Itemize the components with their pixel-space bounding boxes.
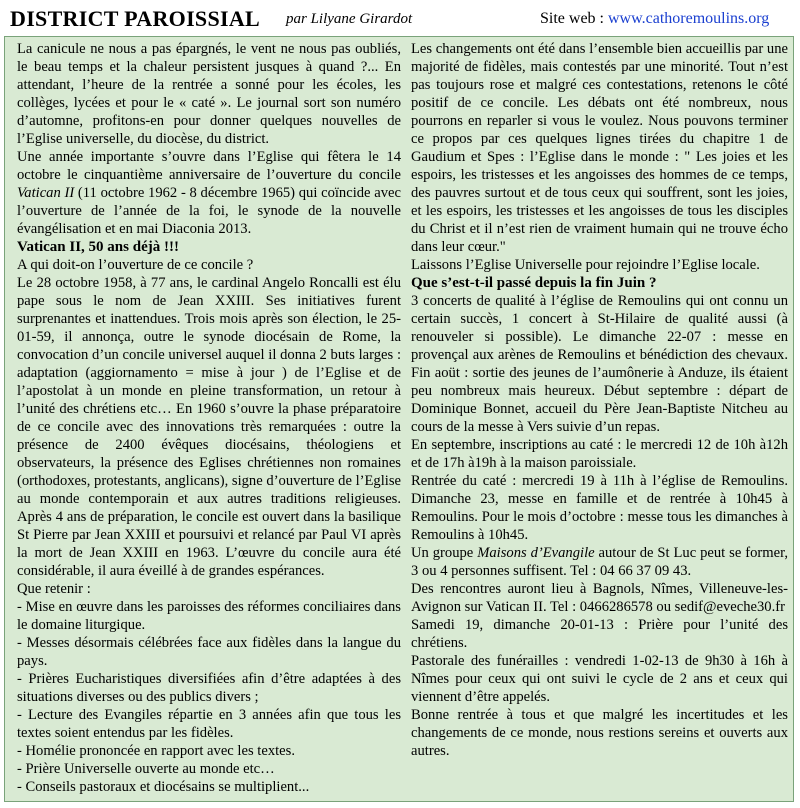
- gospel-houses-italic: Maisons d’Evangile: [477, 545, 595, 561]
- author-byline: par Lilyane Girardot: [286, 11, 413, 27]
- catechism-restart: Rentrée du caté : mercredi 19 à 11h à l’église de Remoulins. Dimanche 23, messe en famille et de rentrée à 10h45 à Remoulins. Pour le mois d’octobre : messe tous les dimanches à Remoulins à 10h45.: [411, 473, 788, 543]
- retain-label: Que retenir :: [17, 581, 91, 597]
- gospel-houses-paragraph: [411, 544, 788, 580]
- meetings-paragraph: Des rencontres auront lieu à Bagnols, Nîmes, Villeneuve-les-Avignon sur Vatican II. Tel : 0466286578 ou sedif@eveche30.fr: [411, 581, 788, 615]
- gospel-houses-text-1: Un groupe: [411, 545, 478, 561]
- question-line: A qui doit-on l’ouverture de ce concile ?: [17, 257, 254, 273]
- since-june-heading: Que s’est-t-il passé depuis la fin Juin ?: [411, 275, 657, 291]
- anniversary-text-italic: Vatican II: [17, 185, 75, 201]
- page-header: [0, 0, 800, 36]
- list-item: - Homélie prononcée en rapport avec les textes.: [17, 743, 295, 759]
- article-box: [4, 36, 794, 802]
- list-item: - Mise en œuvre dans les paroisses des réformes conciliaires dans le domaine liturgique.: [17, 599, 401, 633]
- closing-paragraph: Bonne rentrée à tous et que malgré les incertitudes et les changements de ce monde, nous restions sereins et ouverts aux autres.: [411, 707, 788, 759]
- changes-paragraph: Les changements ont été dans l’ensemble bien accueillis par une majorité de fidèles, mais contestés par une minorité. Tout n’est pas toujours rose et malgré ces contestations, retenons le côté positif de ce concile. Les débats ont été nombreux, nous pourrons en reparler si vous le voulez. Nous pouvons terminer ce propos par ces quelques lignes tirées du chapitre 1 de Gaudium et Spes : l’Eglise dans le monde : " Les joies et les espoirs, les tristesses et les angoisses des hommes de ce temps, des pauvres surtout et de tous ceux qui souffrent, sont les joies, et les espoirs, les tristesses et les angoisses de tous les disciples du Christ et il n’est rien de vraiment humain qui ne trouve écho dans leur cœur.": [411, 41, 788, 255]
- local-church-line: Laissons l’Eglise Universelle pour rejoindre l’Eglise locale.: [411, 257, 760, 273]
- list-item: - Prière Universelle ouverte au monde etc…: [17, 761, 275, 777]
- section-title: DISTRICT PAROISSIAL: [10, 6, 261, 31]
- vatican-heading: Vatican II, 50 ans déjà !!!: [17, 239, 179, 255]
- left-column: [17, 40, 401, 796]
- list-item: - Conseils pastoraux et diocésains se multiplient...: [17, 779, 310, 795]
- website-line: [540, 10, 769, 28]
- funeral-pastoral-paragraph: Pastorale des funérailles : vendredi 1-02-13 de 9h30 à 16h à Nîmes pour ceux qui ont suivi le cycle de 2 ans et ceux qui viennent d’être appelés.: [411, 653, 788, 705]
- anniversary-text-2: (11 octobre 1962 - 8 décembre 1965) qui coïncide avec l’ouverture de l’année de la foi, le synode de la nouvelle évangélisation et en mai Diaconia 2013.: [17, 185, 401, 237]
- list-item: - Lecture des Evangiles répartie en 3 années afin que tous les textes soient entendus par les fidèles.: [17, 707, 401, 741]
- unity-prayer-paragraph: Samedi 19, dimanche 20-01-13 : Prière pour l’unité des chrétiens.: [411, 617, 788, 651]
- list-item: - Prières Eucharistiques diversifiées afin d’être adaptées à des situations diverses ou des publics divers ;: [17, 671, 401, 705]
- anniversary-paragraph: [17, 148, 401, 238]
- list-item: - Messes désormais célébrées face aux fidèles dans la langue du pays.: [17, 635, 401, 669]
- website-link[interactable]: www.cathoremoulins.org: [608, 10, 770, 27]
- intro-paragraph: La canicule ne nous a pas épargnés, le vent ne nous pas oubliés, le beau temps et la chaleur persistent jusques à quand ?... En attendant, l’heure de la rentrée a sonné pour les écoles, les collèges, lycées et pour le « caté ». Le journal sort son numéro d’automne, profitons-en pour donner quelques nouvelles de l’Eglise universelle, du diocèse, du district.: [17, 41, 401, 147]
- gospel-houses-text-2: autour de St Luc peut se former, 3 ou 4 personnes suffisent. Tel : 04 66 37 09 43.: [411, 545, 788, 579]
- right-column: [411, 40, 788, 760]
- anniversary-text-1: Une année importante s’ouvre dans l’Eglise qui fêtera le 14 octobre le cinquantième anniversaire de l’ouverture du concile: [17, 149, 401, 183]
- events-paragraph: 3 concerts de qualité à l’église de Remoulins qui ont connu un certain succès, 1 concert à St-Hilaire de qualité aussi (à renouveler si possible). Le dimanche 22-07 : messe en provençal aux arènes de Remoulins et bénédiction des chevaux. Fin aoüt : sortie des jeunes de l’aumônerie à Anduze, ils étaient peu nombreux mais heureux. Début septembre : départ de Dominique Bonnet, accueil du Père Jean-Baptiste Nitcheu au cours de la messe à Vers suivie d’un repas.: [411, 293, 788, 435]
- website-label: Site web :: [540, 10, 604, 27]
- catechism-registration: En septembre, inscriptions au caté : le mercredi 12 de 10h à12h et de 17h à19h à la maison paroissiale.: [411, 437, 788, 471]
- history-paragraph: Le 28 octobre 1958, à 77 ans, le cardinal Angelo Roncalli est élu pape sous le nom de Jean XXIII. Ses initiatives furent surprenantes et inattendues. Trois mois après son élection, le 25-01-59, il annonça, outre le synode diocésain de Rome, la convocation d’un concile universel auquel il donna 2 buts larges : adaptation (aggiornamento = mise à jour ) de l’Eglise et de l’apostolat à un monde en pleine transformation, un retour à l’unité des chrétiens etc… En 1960 s’ouvre la phase préparatoire de ce concile avec des innovations très remarquées : outre la présence de 2400 évêques diocésains, théologiens et observateurs, la présence des Eglises chrétiennes non romaines (orthodoxes, protestants, anglicans), signe d’ouverture de l’Eglise au monde contemporain et aux autres traditions religieuses. Après 4 ans de préparation, le concile est ouvert dans la basilique St Pierre par Jean XXIII et poursuivi et relancé par Paul VI après la mort de Jean XXIII en 1963. L’œuvre du concile aura été considérable, il aura éveillé à de grandes espérances.: [17, 275, 401, 579]
